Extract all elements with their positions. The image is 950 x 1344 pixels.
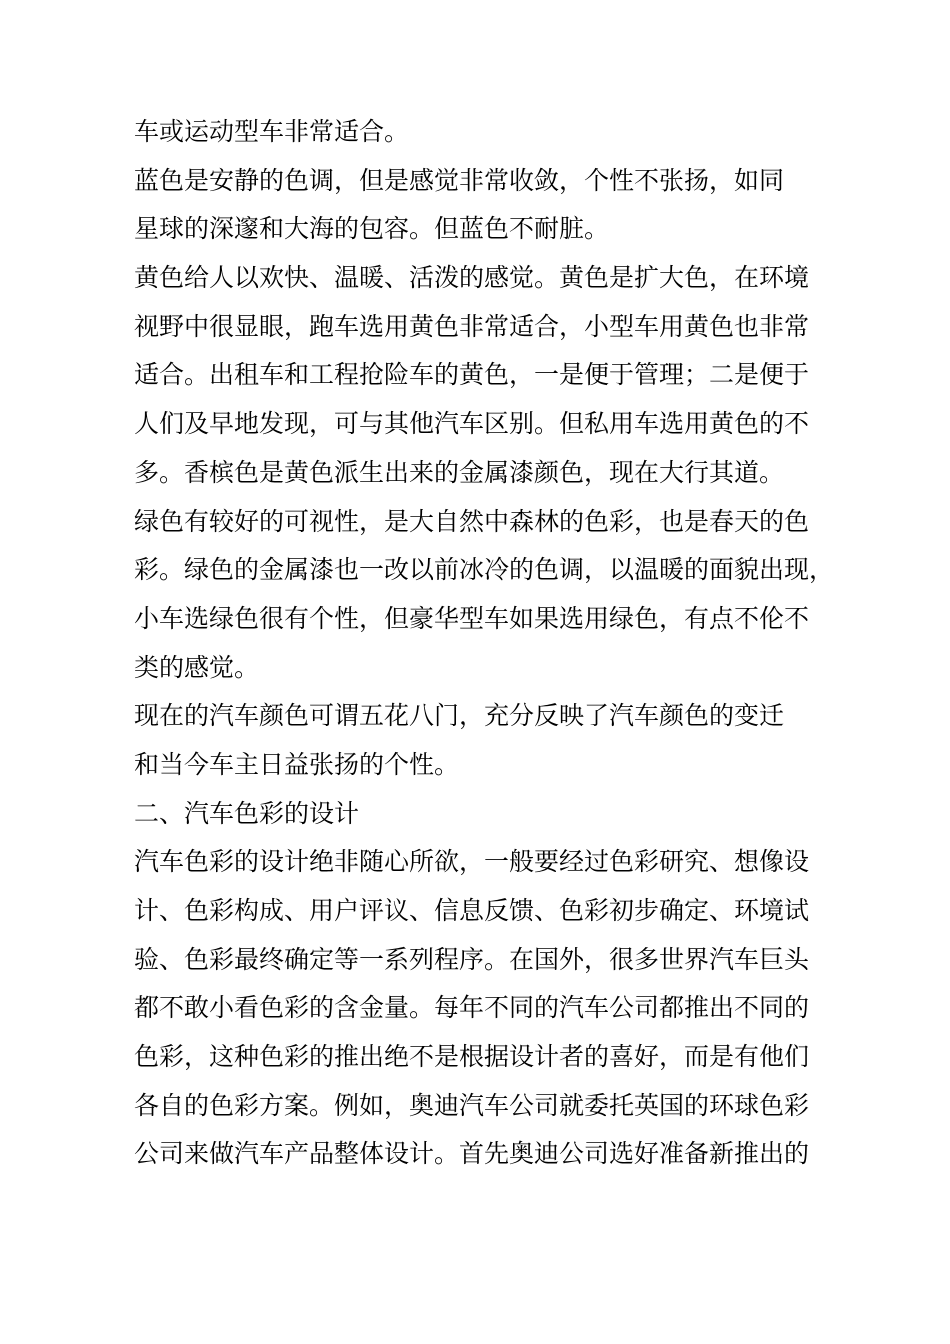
text-line: 各自的色彩方案。例如，奥迪汽车公司就委托英国的环球色彩	[134, 1090, 810, 1120]
text-line: 验、色彩最终确定等一系列程序。在国外，很多世界汽车巨头	[134, 944, 810, 974]
text-line: 黄色给人以欢快、温暖、活泼的感觉。黄色是扩大色，在环境	[134, 263, 810, 293]
text-line: 汽车色彩的设计绝非随心所欲，一般要经过色彩研究、想像设	[134, 847, 810, 877]
text-line: 星球的深邃和大海的包容。但蓝色不耐脏。	[134, 214, 610, 244]
text-line: 适合。出租车和工程抢险车的黄色，一是便于管理；二是便于	[134, 360, 810, 390]
text-line: 绿色有较好的可视性，是大自然中森林的色彩，也是春天的色	[134, 506, 810, 536]
text-line: 类的感觉。	[134, 652, 260, 682]
text-line: 色彩，这种色彩的推出绝不是根据设计者的喜好，而是有他们	[134, 1042, 810, 1072]
text-line: 和当今车主日益张扬的个性。	[134, 749, 460, 779]
text-line: 计、色彩构成、用户评议、信息反馈、色彩初步确定、环境试	[134, 896, 810, 925]
text-line: 多。香槟色是黄色派生出来的金属漆颜色，现在大行其道。	[134, 457, 785, 487]
section-heading: 二、汽车色彩的设计	[134, 798, 360, 828]
text-line: 视野中很显眼，跑车选用黄色非常适合，小型车用黄色也非常	[134, 311, 810, 341]
text-line: 小车选绿色很有个性，但豪华型车如果选用绿色，有点不伦不	[134, 603, 810, 633]
text-line: 彩。绿色的金属漆也一改以前冰冷的色调，以温暖的面貌出现，	[134, 555, 835, 585]
text-line: 蓝色是安静的色调，但是感觉非常收敛，个性不张扬，如同	[134, 165, 785, 195]
text-line: 公司来做汽车产品整体设计。首先奥迪公司选好准备新推出的	[134, 1139, 810, 1169]
text-line: 都不敢小看色彩的含金量。每年不同的汽车公司都推出不同的	[134, 993, 810, 1023]
body-text	[134, 108, 834, 1179]
text-line: 现在的汽车颜色可谓五花八门，充分反映了汽车颜色的变迁	[134, 701, 785, 731]
text-line: 车或运动型车非常适合。	[134, 117, 410, 146]
text-line: 人们及早地发现，可与其他汽车区别。但私用车选用黄色的不	[134, 409, 810, 439]
